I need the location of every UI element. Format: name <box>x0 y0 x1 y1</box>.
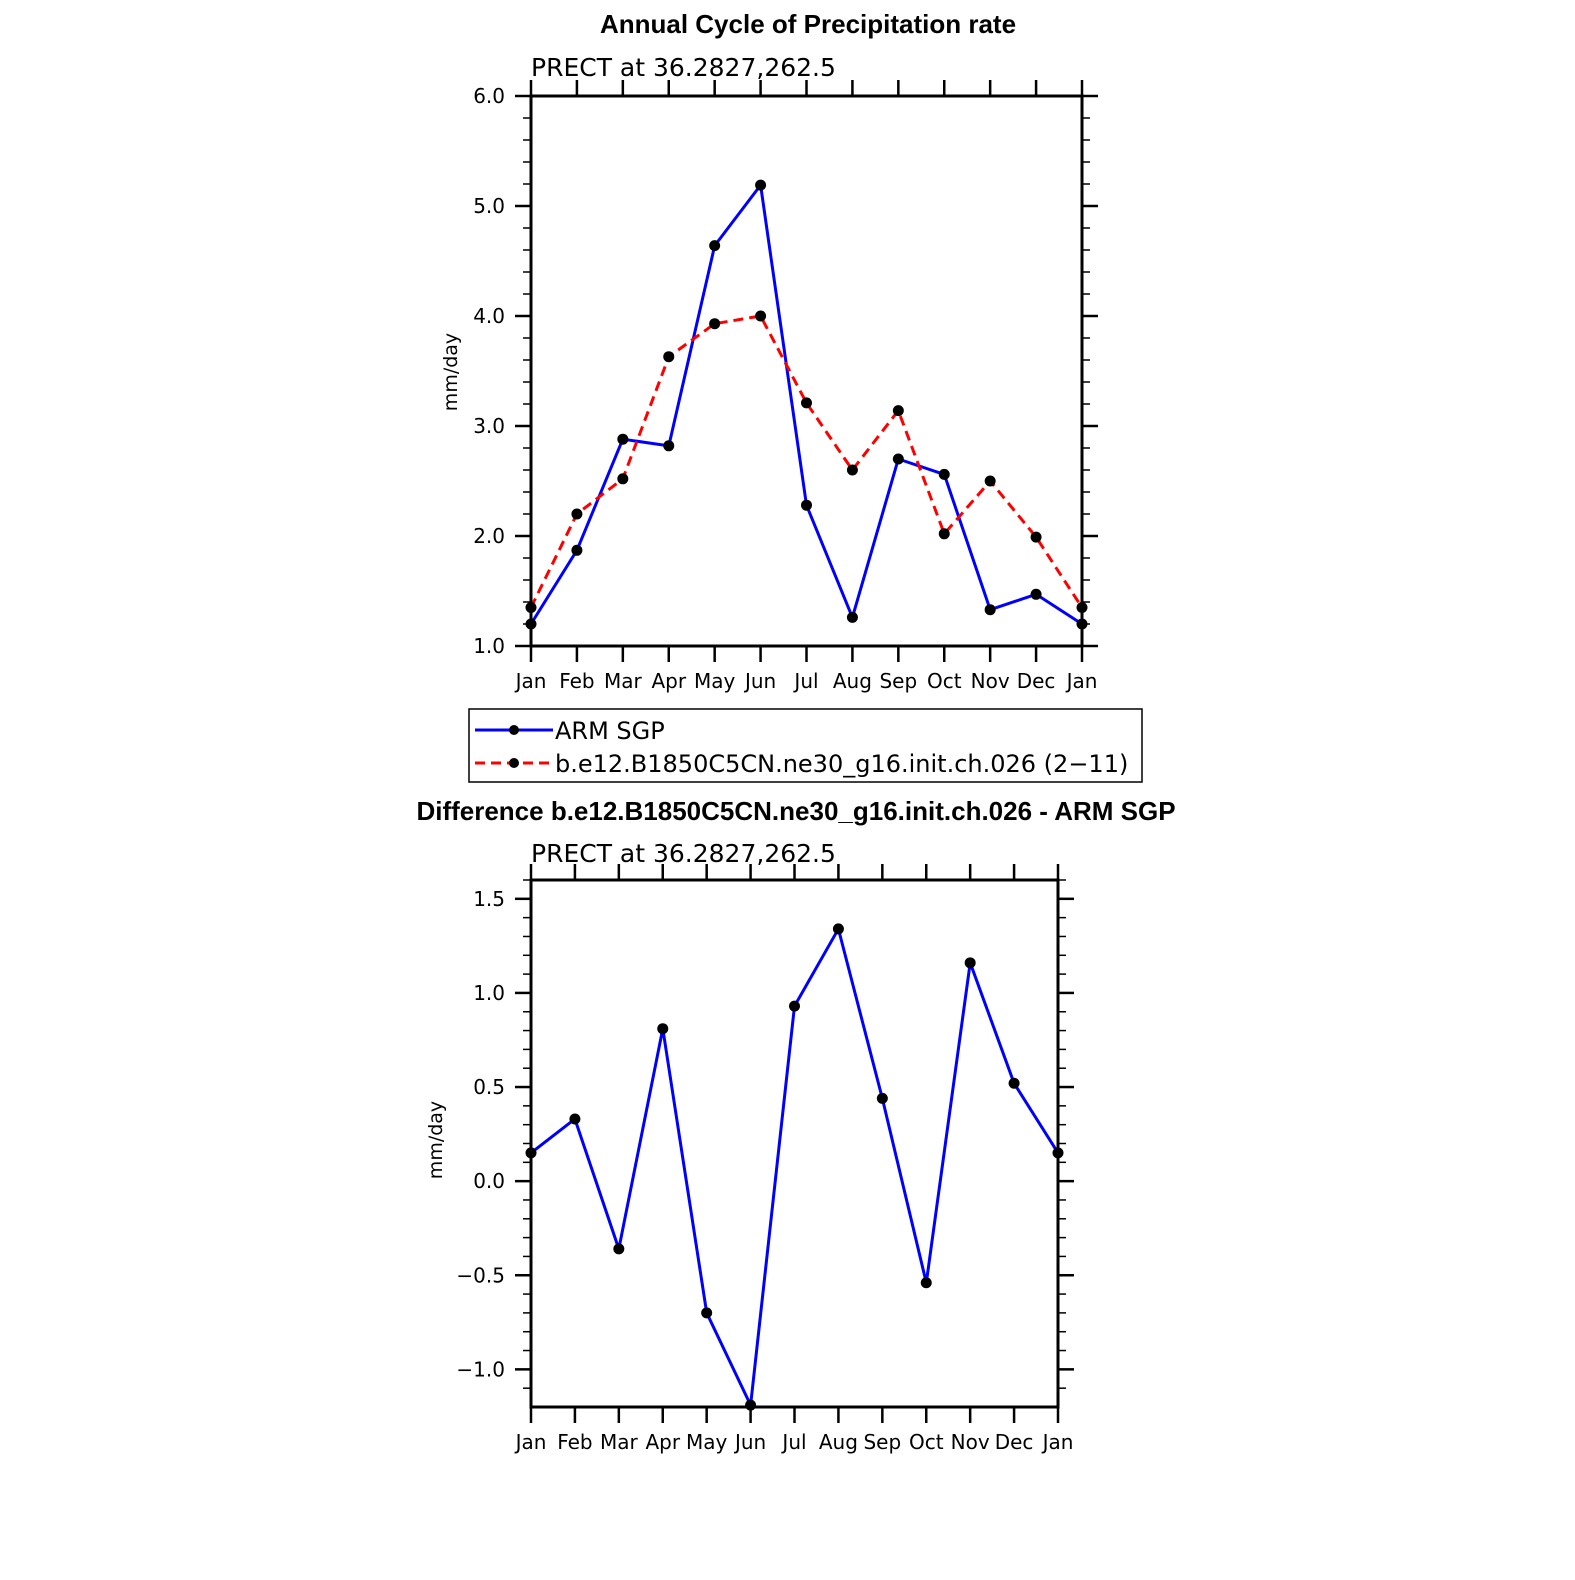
top-series-1-point <box>617 473 628 484</box>
legend-label-arm-sgp: ARM SGP <box>555 717 665 745</box>
top-ytick-label: 1.0 <box>473 634 505 658</box>
bottom-ytick-label: 1.5 <box>473 886 505 911</box>
bottom-series-0-point <box>1009 1078 1020 1089</box>
top-ytick-label: 5.0 <box>473 194 505 218</box>
top-series-0-point <box>571 545 582 556</box>
bottom-xtick-label: Mar <box>599 1430 638 1454</box>
bottom-xtick-label: May <box>685 1430 728 1454</box>
top-xtick-label: Jul <box>794 669 819 693</box>
bottom-chart-series <box>526 923 1064 1410</box>
bottom-xtick-label: Jan <box>515 1430 547 1454</box>
top-chart-series <box>526 180 1088 630</box>
bottom-series-0-point <box>613 1243 624 1254</box>
top-series-0-point <box>663 440 674 451</box>
top-series-0-point <box>709 240 720 251</box>
top-series-0-point <box>893 454 904 465</box>
top-series-0-point <box>617 434 628 445</box>
bottom-xtick-label: Aug <box>818 1430 858 1454</box>
top-series-0-point <box>985 604 996 615</box>
top-xtick-label: Mar <box>603 669 642 693</box>
bottom-series-0-point <box>657 1023 668 1034</box>
bottom-series-0-point <box>569 1114 580 1125</box>
top-xtick-label: Jun <box>744 669 777 693</box>
bottom-series-0-point <box>789 1001 800 1012</box>
top-chart-subtitle: PRECT at 36.2827,262.5 <box>531 53 836 82</box>
legend <box>469 709 1142 782</box>
bottom-series-0-point <box>833 923 844 934</box>
top-xtick-label: Sep <box>879 669 918 693</box>
legend-marker-model <box>509 758 519 768</box>
top-series-0-point <box>847 612 858 623</box>
top-chart-plot-frame <box>531 96 1082 646</box>
top-series-0-point <box>801 500 812 511</box>
top-xtick-label: May <box>693 669 736 693</box>
top-series-1-point <box>755 311 766 322</box>
bottom-xtick-label: Jan <box>1042 1430 1074 1454</box>
bottom-xtick-label: Oct <box>908 1430 944 1454</box>
bottom-ytick-label: 0.0 <box>473 1169 505 1194</box>
top-chart-axes <box>473 80 1098 693</box>
top-xtick-label: Oct <box>926 669 962 693</box>
bottom-ytick-label: 0.5 <box>473 1075 505 1100</box>
bottom-series-0-point <box>701 1307 712 1318</box>
top-xtick-label: Jan <box>1066 669 1098 693</box>
top-series-0-point <box>1031 589 1042 600</box>
top-xtick-label: Aug <box>832 669 872 693</box>
bottom-xtick-label: Apr <box>645 1430 681 1454</box>
bottom-chart-subtitle: PRECT at 36.2827,262.5 <box>531 839 836 868</box>
top-series-0-point <box>755 180 766 191</box>
bottom-ytick-label: −1.0 <box>456 1357 505 1382</box>
bottom-ytick-label: −0.5 <box>456 1263 505 1288</box>
bottom-series-0-point <box>745 1400 756 1411</box>
bottom-series-0-point <box>1053 1147 1064 1158</box>
legend-marker-arm-sgp <box>509 725 519 735</box>
bottom-xtick-label: Dec <box>994 1430 1034 1454</box>
top-xtick-label: Feb <box>559 669 595 693</box>
top-series-1-point <box>571 509 582 520</box>
bottom-series-0-point <box>921 1277 932 1288</box>
top-xtick-label: Apr <box>651 669 687 693</box>
top-ytick-label: 3.0 <box>473 414 505 438</box>
top-series-1-point <box>847 465 858 476</box>
top-series-0-point <box>1077 619 1088 630</box>
legend-label-model: b.e12.B1850C5CN.ne30_g16.init.ch.026 (2−11) <box>555 750 1129 778</box>
bottom-xtick-label: Sep <box>863 1430 902 1454</box>
top-series-1-point <box>939 528 950 539</box>
top-chart-ylabel: mm/day <box>440 332 462 412</box>
top-xtick-label: Dec <box>1016 669 1056 693</box>
bottom-series-line-0 <box>531 929 1058 1405</box>
bottom-xtick-label: Jun <box>734 1430 767 1454</box>
top-series-1-point <box>526 602 537 613</box>
top-series-1-point <box>709 318 720 329</box>
bottom-chart-axes <box>456 864 1074 1454</box>
top-series-0-point <box>939 469 950 480</box>
bottom-chart-plot-frame <box>531 880 1058 1407</box>
bottom-xtick-label: Jul <box>782 1430 807 1454</box>
bottom-xtick-label: Nov <box>950 1430 990 1454</box>
top-xtick-label: Jan <box>515 669 547 693</box>
top-series-1-point <box>1031 532 1042 543</box>
top-chart-title: Annual Cycle of Precipitation rate <box>599 9 1017 39</box>
top-ytick-label: 4.0 <box>473 304 505 328</box>
top-series-0-point <box>526 619 537 630</box>
top-ytick-label: 6.0 <box>473 84 505 108</box>
bottom-xtick-label: Feb <box>557 1430 593 1454</box>
top-series-1-point <box>1077 602 1088 613</box>
bottom-chart-ylabel: mm/day <box>425 1100 447 1180</box>
bottom-series-0-point <box>526 1147 537 1158</box>
bottom-series-0-point <box>877 1093 888 1104</box>
top-series-1-point <box>663 351 674 362</box>
top-series-1-point <box>893 405 904 416</box>
bottom-series-0-point <box>965 957 976 968</box>
top-series-1-point <box>801 397 812 408</box>
bottom-chart-title: Difference b.e12.B1850C5CN.ne30_g16.init.ch.026 - ARM SGP <box>416 796 1176 826</box>
top-series-1-point <box>985 476 996 487</box>
top-xtick-label: Nov <box>970 669 1010 693</box>
bottom-ytick-label: 1.0 <box>473 980 505 1005</box>
top-ytick-label: 2.0 <box>473 524 505 548</box>
